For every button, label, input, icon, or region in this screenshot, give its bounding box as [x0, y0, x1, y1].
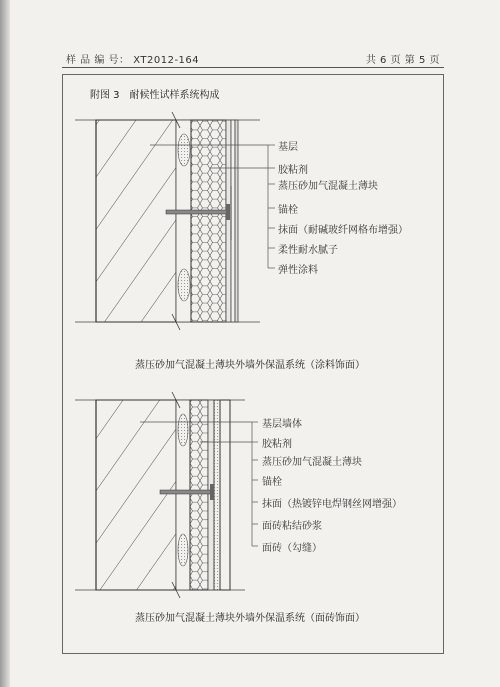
label-tile: 面砖（勾缝） [262, 543, 322, 554]
label-substrate: 基层 [278, 142, 298, 153]
label-adhesive: 胶粘剂 [278, 165, 308, 176]
label-render-mesh: 抹面（耐碱玻纤网格布增强） [278, 225, 408, 236]
diagram2-caption: 蒸压砂加气混凝土薄块外墙外保温系统（面砖饰面） [135, 613, 365, 624]
label-adhesive-2: 胶粘剂 [262, 439, 292, 450]
label-render-steel-mesh: 抹面（热镀锌电焊钢丝网增强） [262, 499, 402, 510]
label-anchor: 锚栓 [278, 205, 298, 216]
label-aac-block-2: 蒸压砂加气混凝土薄块 [262, 457, 362, 468]
label-anchor-2: 锚栓 [262, 477, 282, 488]
diagram2-section [75, 392, 258, 598]
label-base-wall: 基层墙体 [262, 419, 302, 430]
diagram1-caption: 蒸压砂加气混凝土薄块外墙外保温系统（涂料饰面） [135, 360, 365, 371]
sample-number: 样 品 编 号： XT2012-164 [66, 55, 200, 66]
page-count: 共 6 页 第 5 页 [365, 55, 440, 66]
label-coating: 弹性涂料 [278, 265, 318, 276]
label-tile-mortar: 面砖粘结砂浆 [262, 521, 322, 532]
label-aac-block: 蒸压砂加气混凝土薄块 [278, 181, 378, 192]
diagram1-section [75, 112, 275, 330]
label-putty: 柔性耐水腻子 [278, 245, 338, 256]
figure-title: 附图 3 耐候性试样系统构成 [90, 90, 220, 101]
seam-stamp-mark [474, 262, 486, 298]
